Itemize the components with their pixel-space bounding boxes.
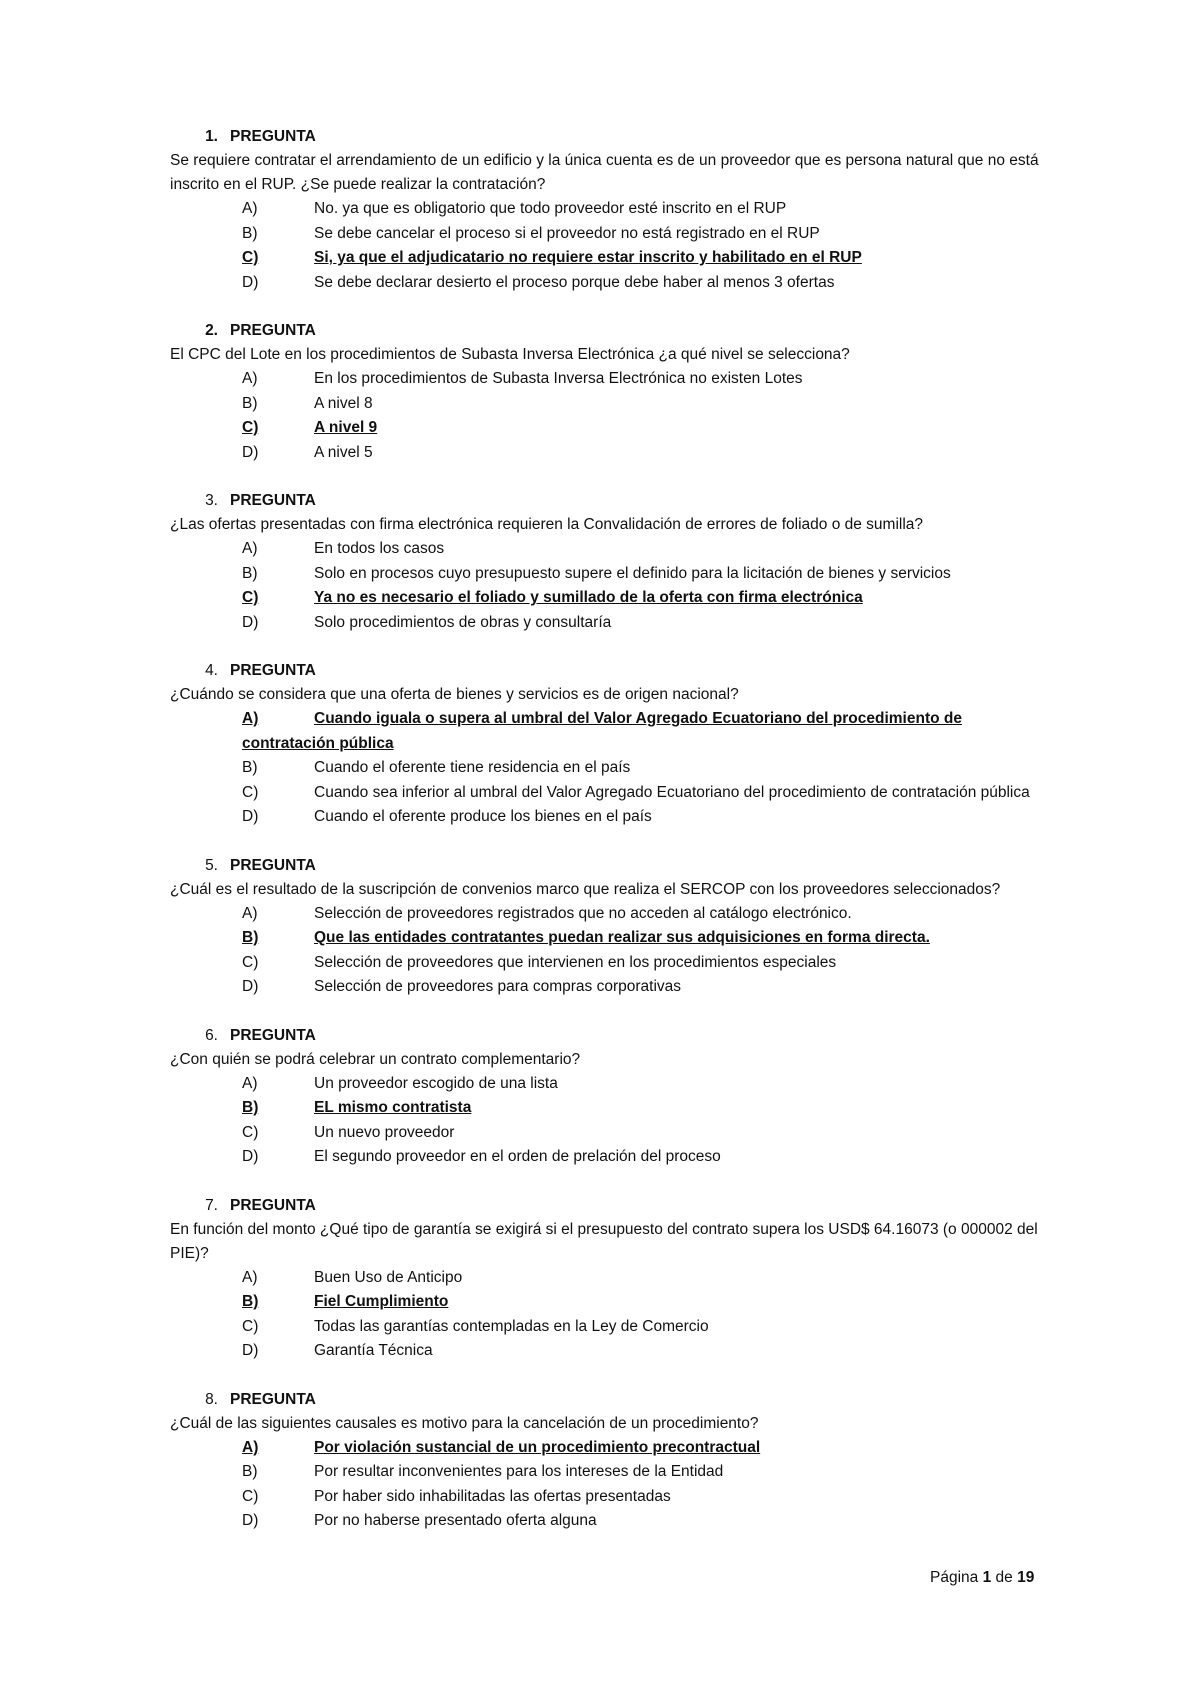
option-letter: B) <box>242 224 258 242</box>
options-list <box>170 367 1050 465</box>
question-header <box>170 489 1050 513</box>
question-7 <box>170 1194 1050 1364</box>
question-header <box>170 1388 1050 1412</box>
options-list <box>170 902 1050 1000</box>
question-6 <box>170 1024 1050 1170</box>
option-a <box>170 537 1050 562</box>
option-letter: D) <box>242 273 259 291</box>
question-header <box>170 854 1050 878</box>
document-body <box>170 125 1050 1534</box>
options-list <box>170 707 1050 830</box>
option-a <box>170 197 1050 222</box>
options-list <box>170 197 1050 295</box>
option-letter: C) <box>242 1317 259 1335</box>
option-letter: C) <box>242 419 259 436</box>
option-text: Se debe declarar desierto el proceso porque debe haber al menos 3 ofertas <box>314 273 835 291</box>
option-d <box>170 271 1050 296</box>
option-text: Selección de proveedores para compras corporativas <box>314 978 682 995</box>
question-number: 4. <box>205 662 218 679</box>
question-number: 8. <box>205 1390 218 1408</box>
option-letter: B) <box>242 1463 258 1480</box>
option-b <box>170 392 1050 417</box>
question-text: ¿Con quién se podrá celebrar un contrato complementario? <box>170 1050 581 1068</box>
option-letter: B) <box>242 394 258 412</box>
option-c-correct <box>170 586 1050 611</box>
option-text: Se debe cancelar el proceso si el proveedor no está registrado en el RUP <box>314 224 820 242</box>
option-c-correct <box>170 246 1050 271</box>
option-d <box>170 805 1050 830</box>
option-b-correct <box>170 1096 1050 1121</box>
option-text: Todas las garantías contempladas en la Ley de Comercio <box>314 1317 709 1335</box>
option-text: Garantía Técnica <box>314 1342 433 1359</box>
question-text: En función del monto ¿Qué tipo de garantía se exigirá si el presupuesto del contrato supera los USD$ 64.16073 (o 000002 del PIE)? <box>170 1220 1038 1262</box>
question-1 <box>170 125 1050 295</box>
option-letter: A) <box>242 710 259 727</box>
option-text: En todos los casos <box>314 540 445 557</box>
question-text: ¿Cuál de las siguientes causales es motivo para la cancelación de un procedimiento? <box>170 1414 759 1432</box>
option-letter: A) <box>242 540 258 557</box>
option-letter: D) <box>242 978 259 995</box>
option-text: Cuando sea inferior al umbral del Valor Agregado Ecuatoriano del procedimiento de contratación pública <box>314 783 1030 801</box>
question-number: 2. <box>205 322 218 339</box>
option-a <box>170 1266 1050 1291</box>
option-letter: B) <box>242 1293 259 1310</box>
option-d <box>170 975 1050 1000</box>
option-text: EL mismo contratista <box>314 1099 472 1116</box>
question-5 <box>170 854 1050 1000</box>
question-header <box>170 659 1050 683</box>
option-letter: B) <box>242 564 258 582</box>
question-header <box>170 1024 1050 1048</box>
option-letter: C) <box>242 589 259 606</box>
option-a-correct <box>170 707 1050 756</box>
question-title: PREGUNTA <box>230 322 316 339</box>
question-3 <box>170 489 1050 635</box>
question-header <box>170 1194 1050 1218</box>
option-text: Un proveedor escogido de una lista <box>314 1074 558 1092</box>
option-d <box>170 441 1050 466</box>
options-list <box>170 537 1050 635</box>
question-title: PREGUNTA <box>230 1390 316 1408</box>
option-text: El segundo proveedor en el orden de prelación del proceso <box>314 1148 721 1165</box>
option-text: Cuando el oferente produce los bienes en el país <box>314 808 652 825</box>
question-number: 3. <box>205 492 218 509</box>
option-text: Solo procedimientos de obras y consultaría <box>314 613 612 631</box>
question-number: 7. <box>205 1196 218 1214</box>
option-text: Fiel Cumplimiento <box>314 1293 449 1310</box>
option-letter: A) <box>242 1074 258 1092</box>
option-letter: A) <box>242 1268 258 1286</box>
option-c <box>170 1315 1050 1340</box>
option-text: Por no haberse presentado oferta alguna <box>314 1512 597 1529</box>
question-text: Se requiere contratar el arrendamiento de un edificio y la única cuenta es de un proveedor que es persona natural que no está inscrito en el RUP. ¿Se puede realizar la contratación? <box>170 152 1039 193</box>
option-letter: A) <box>242 904 258 922</box>
question-text: ¿Las ofertas presentadas con firma electrónica requieren la Convalidación de errores de foliado o de sumilla? <box>170 516 924 533</box>
question-2 <box>170 319 1050 465</box>
options-list <box>170 1072 1050 1170</box>
option-a <box>170 902 1050 927</box>
option-text: Cuando el oferente tiene residencia en el país <box>314 759 631 776</box>
option-b <box>170 756 1050 781</box>
option-letter: D) <box>242 613 259 631</box>
question-title: PREGUNTA <box>230 128 316 145</box>
option-c-correct <box>170 416 1050 441</box>
page-separator: de <box>995 1569 1013 1586</box>
question-header <box>170 125 1050 149</box>
option-letter: B) <box>242 1099 259 1116</box>
option-b <box>170 222 1050 247</box>
option-b-correct <box>170 926 1050 951</box>
option-letter: D) <box>242 1342 259 1359</box>
option-letter: C) <box>242 1487 259 1505</box>
option-d <box>170 1339 1050 1364</box>
question-header <box>170 319 1050 343</box>
option-c <box>170 951 1050 976</box>
question-4 <box>170 659 1050 830</box>
option-letter: D) <box>242 443 259 461</box>
option-b-correct <box>170 1290 1050 1315</box>
question-number: 6. <box>205 1026 218 1044</box>
question-text: ¿Cuándo se considera que una oferta de bienes y servicios es de origen nacional? <box>170 686 739 703</box>
option-b <box>170 1460 1050 1485</box>
question-number: 1. <box>205 128 218 145</box>
option-letter: C) <box>242 1123 259 1141</box>
option-text: A nivel 5 <box>314 443 373 461</box>
option-text: A nivel 8 <box>314 394 373 412</box>
option-d <box>170 1509 1050 1534</box>
question-number: 5. <box>205 856 218 874</box>
option-text: Que las entidades contratantes puedan realizar sus adquisiciones en forma directa. <box>314 929 930 946</box>
option-a <box>170 1072 1050 1097</box>
option-letter: B) <box>242 759 258 776</box>
option-b <box>170 562 1050 587</box>
option-text: Ya no es necesario el foliado y sumillado de la oferta con firma electrónica <box>314 589 863 606</box>
question-8 <box>170 1388 1050 1534</box>
option-a-correct <box>170 1436 1050 1461</box>
option-text: Buen Uso de Anticipo <box>314 1268 463 1286</box>
option-text: Por violación sustancial de un procedimiento precontractual <box>314 1438 761 1456</box>
option-text: Un nuevo proveedor <box>314 1123 455 1141</box>
question-title: PREGUNTA <box>230 1196 316 1214</box>
option-letter: C) <box>242 953 259 971</box>
option-text: Selección de proveedores registrados que no acceden al catálogo electrónico. <box>314 904 852 922</box>
option-letter: B) <box>242 929 259 946</box>
options-list <box>170 1436 1050 1534</box>
option-letter: A) <box>242 370 258 387</box>
option-text: Por resultar inconvenientes para los intereses de la Entidad <box>314 1463 724 1480</box>
option-d <box>170 611 1050 636</box>
option-letter: A) <box>242 1438 259 1456</box>
page-label: Página <box>930 1569 979 1586</box>
option-letter: C) <box>242 249 259 266</box>
option-c <box>170 781 1050 806</box>
question-title: PREGUNTA <box>230 1026 316 1044</box>
option-letter: C) <box>242 783 259 801</box>
options-list <box>170 1266 1050 1364</box>
option-text: A nivel 9 <box>314 419 378 436</box>
page-footer <box>930 1566 1034 1590</box>
option-text: No. ya que es obligatorio que todo proveedor esté inscrito en el RUP <box>314 200 787 217</box>
question-title: PREGUNTA <box>230 492 316 509</box>
option-c <box>170 1485 1050 1510</box>
question-title: PREGUNTA <box>230 662 316 679</box>
option-text: Cuando iguala o supera al umbral del Valor Agregado Ecuatoriano del procedimiento de contratación pública <box>242 710 962 752</box>
page-current: 1 <box>982 1569 992 1586</box>
option-text: Si, ya que el adjudicatario no requiere estar inscrito y habilitado en el RUP <box>314 249 862 266</box>
option-text: Selección de proveedores que intervienen en los procedimientos especiales <box>314 953 837 971</box>
question-text: El CPC del Lote en los procedimientos de Subasta Inversa Electrónica ¿a qué nivel se selecciona? <box>170 346 850 363</box>
option-a <box>170 367 1050 392</box>
page-total: 19 <box>1017 1569 1035 1586</box>
question-title: PREGUNTA <box>230 856 316 874</box>
option-text: Por haber sido inhabilitadas las ofertas presentadas <box>314 1487 671 1505</box>
question-text: ¿Cuál es el resultado de la suscripción de convenios marco que realiza el SERCOP con los proveedores seleccionados? <box>170 880 1001 898</box>
option-c <box>170 1121 1050 1146</box>
option-text: En los procedimientos de Subasta Inversa Electrónica no existen Lotes <box>314 370 803 387</box>
option-letter: D) <box>242 1148 259 1165</box>
option-letter: A) <box>242 200 258 217</box>
option-d <box>170 1145 1050 1170</box>
option-letter: D) <box>242 808 259 825</box>
option-text: Solo en procesos cuyo presupuesto supere el definido para la licitación de bienes y servicios <box>314 564 951 582</box>
option-letter: D) <box>242 1512 259 1529</box>
